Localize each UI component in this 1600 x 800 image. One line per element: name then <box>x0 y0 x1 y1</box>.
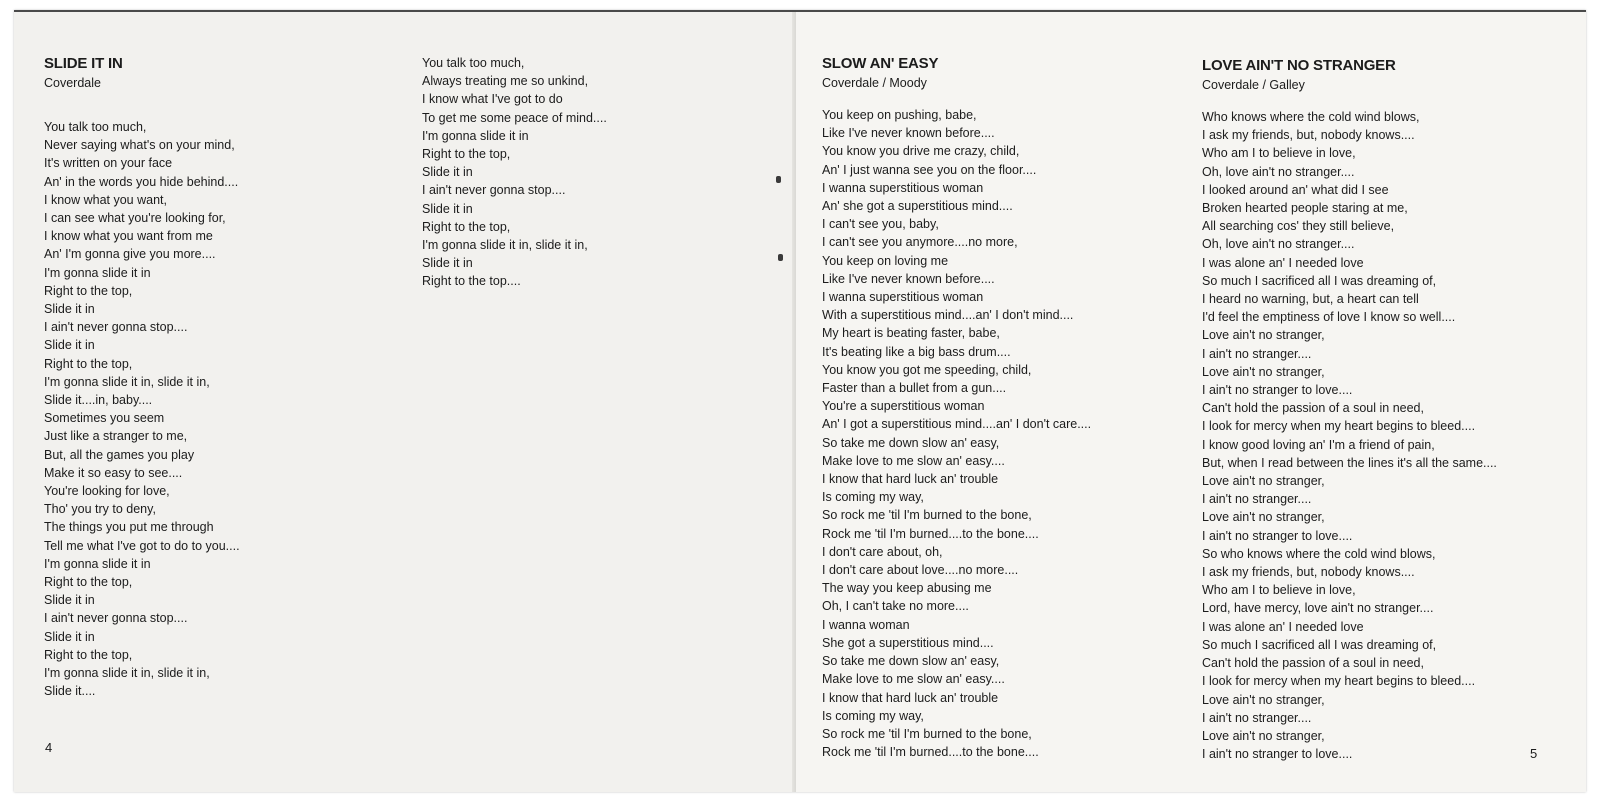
lyric-line: You keep on pushing, babe, <box>822 108 977 122</box>
lyric-line: I'm gonna slide it in, slide it in, <box>44 374 210 389</box>
lyric-line: But, when I read between the lines it's all the same.... <box>1202 455 1497 470</box>
lyric-line: Right to the top, <box>44 575 133 590</box>
lyric-line: I can't see you, baby, <box>822 217 939 232</box>
lyric-line: You know you drive me crazy, child, <box>822 144 1020 159</box>
lyric-line: I ain't never gonna stop.... <box>44 611 188 626</box>
lyric-line: Like I've never known before.... <box>822 271 995 286</box>
lyric-line: I ain't no stranger.... <box>1202 346 1312 361</box>
lyric-line: I don't care about, oh, <box>822 544 943 559</box>
lyric-line: The things you put me through <box>44 520 214 535</box>
lyric-line: Is coming my way, <box>822 708 924 723</box>
lyric-line: I look for mercy when my heart begins to bleed.... <box>1202 674 1476 689</box>
lyric-line: You're a superstitious woman <box>822 399 985 414</box>
lyric-line: Love ain't no stranger, <box>1202 728 1325 743</box>
lyric-line: An' in the words you hide behind.... <box>44 174 239 189</box>
lyric-line: Right to the top, <box>44 356 133 371</box>
lyric-line: Slide it in <box>44 629 95 644</box>
left-page <box>14 12 796 792</box>
lyric-line: Lord, have mercy, love ain't no stranger.... <box>1202 601 1434 616</box>
lyric-line: Slide it....in, baby.... <box>44 393 153 408</box>
lyric-line: I ask my friends, but, nobody knows.... <box>1202 128 1415 143</box>
song-title: SLOW AN' EASY <box>822 55 939 72</box>
lyric-line: I know that hard luck an' trouble <box>822 472 999 487</box>
lyric-line: Oh, love ain't no stranger.... <box>1202 164 1355 179</box>
lyric-line: You talk too much, <box>44 120 147 134</box>
lyric-line: I ain't never gonna stop.... <box>44 320 188 335</box>
lyric-line: I wanna superstitious woman <box>822 290 984 305</box>
lyric-line: All searching cos' they still believe, <box>1202 219 1395 234</box>
lyric-line: An' I just wanna see you on the floor.... <box>822 162 1037 177</box>
lyrics-list <box>1202 108 1497 763</box>
lyric-line: So rock me 'til I'm burned to the bone, <box>822 726 1032 741</box>
lyric-line: I know that hard luck an' trouble <box>822 690 999 705</box>
lyric-line: Like I've never known before.... <box>822 126 995 141</box>
lyric-line: Slide it in <box>422 201 473 216</box>
lyric-line: Rock me 'til I'm burned....to the bone.... <box>822 745 1039 760</box>
lyric-line: Who am I to believe in love, <box>1202 583 1356 598</box>
lyric-line: Make love to me slow an' easy.... <box>822 453 1005 468</box>
love-aint-no-stranger-column <box>1202 56 1497 763</box>
booklet-spread <box>14 10 1586 792</box>
lyric-line: So who knows where the cold wind blows, <box>1202 546 1436 561</box>
lyric-line: Right to the top, <box>422 219 511 234</box>
lyric-line: So take me down slow an' easy, <box>822 654 1000 669</box>
lyric-line: I'm gonna slide it in <box>44 556 151 571</box>
lyric-line: Love ain't no stranger, <box>1202 510 1325 525</box>
lyric-line: Faster than a bullet from a gun.... <box>822 381 1007 396</box>
lyric-line: I wanna superstitious woman <box>822 180 984 195</box>
lyric-line: Rock me 'til I'm burned....to the bone.... <box>822 526 1039 541</box>
lyric-line: I looked around an' what did I see <box>1202 182 1389 197</box>
lyric-line: I'm gonna slide it in <box>422 128 529 143</box>
lyric-line: Right to the top, <box>422 147 511 162</box>
lyric-line: I wanna woman <box>822 617 910 632</box>
lyric-line: Make love to me slow an' easy.... <box>822 672 1005 687</box>
lyric-line: I know good loving an' I'm a friend of pain, <box>1202 437 1435 452</box>
lyric-line: Sometimes you seem <box>44 411 165 426</box>
lyric-line: I look for mercy when my heart begins to bleed.... <box>1202 419 1476 434</box>
slide-it-in-column-1 <box>44 54 240 701</box>
lyric-line: Right to the top.... <box>422 274 521 289</box>
lyric-line: Tell me what I've got to do to you.... <box>44 538 240 553</box>
lyric-line: Slide it in <box>44 302 95 317</box>
lyric-line: Love ain't no stranger, <box>1202 364 1325 379</box>
lyric-line: Make it so easy to see.... <box>44 465 183 480</box>
lyric-line: My heart is beating faster, babe, <box>822 326 1000 341</box>
lyric-line: I ask my friends, but, nobody knows.... <box>1202 565 1415 580</box>
lyric-line: Can't hold the passion of a soul in need, <box>1202 401 1424 416</box>
lyric-line: You talk too much, <box>422 56 525 70</box>
song-credit: Coverdale / Galley <box>1202 78 1305 92</box>
lyric-line: Oh, love ain't no stranger.... <box>1202 237 1355 252</box>
lyric-line: Oh, I can't take no more.... <box>822 599 969 614</box>
lyric-line: Broken hearted people staring at me, <box>1202 201 1408 216</box>
lyric-line: Right to the top, <box>44 283 133 298</box>
slide-it-in-column-2 <box>422 54 607 291</box>
lyric-line: Who am I to believe in love, <box>1202 146 1356 161</box>
lyric-line: She got a superstitious mind.... <box>822 635 994 650</box>
song-credit: Coverdale <box>44 76 101 90</box>
lyric-line: Love ain't no stranger, <box>1202 474 1325 489</box>
lyric-line: So much I sacrificed all I was dreaming of, <box>1202 273 1437 288</box>
lyric-line: I ain't no stranger to love.... <box>1202 383 1353 398</box>
lyric-line: Right to the top, <box>44 647 133 662</box>
lyric-line: Tho' you try to deny, <box>44 502 156 517</box>
lyric-line: Who knows where the cold wind blows, <box>1202 110 1420 124</box>
lyric-line: I'm gonna slide it in <box>44 265 151 280</box>
lyric-line: So rock me 'til I'm burned to the bone, <box>822 508 1032 523</box>
lyric-line: Slide it in <box>44 593 95 608</box>
lyric-line: Slide it in <box>44 338 95 353</box>
lyric-line: I ain't no stranger.... <box>1202 492 1312 507</box>
lyric-line: You're looking for love, <box>44 484 170 499</box>
lyric-line: You keep on loving me <box>822 253 949 268</box>
lyric-line: I was alone an' I needed love <box>1202 255 1364 270</box>
song-credit: Coverdale / Moody <box>822 76 927 90</box>
lyric-line: I'd feel the emptiness of love I know so well.... <box>1202 310 1456 325</box>
lyric-line: I ain't no stranger.... <box>1202 710 1312 725</box>
lyric-line: I'm gonna slide it in, slide it in, <box>422 238 588 253</box>
lyric-line: Always treating me so unkind, <box>422 74 589 89</box>
lyric-line: Love ain't no stranger, <box>1202 692 1325 707</box>
lyric-line: Slide it.... <box>44 684 96 699</box>
slow-an-easy-column <box>822 54 1091 761</box>
lyrics-list <box>44 118 240 701</box>
page-number: 4 <box>45 740 53 755</box>
lyrics-list <box>422 54 607 291</box>
lyric-line: Slide it in <box>422 165 473 180</box>
staple-mark <box>776 176 781 183</box>
staple-mark <box>778 254 783 261</box>
lyric-line: With a superstitious mind....an' I don't mind.... <box>822 308 1074 323</box>
lyric-line: I was alone an' I needed love <box>1202 619 1364 634</box>
lyric-line: I'm gonna slide it in, slide it in, <box>44 666 210 681</box>
lyric-line: The way you keep abusing me <box>822 581 992 596</box>
lyric-line: An' I'm gonna give you more.... <box>44 247 216 262</box>
lyric-line: You know you got me speeding, child, <box>822 362 1032 377</box>
lyric-line: Love ain't no stranger, <box>1202 328 1325 343</box>
lyric-line: I know what I've got to do <box>422 92 563 107</box>
lyric-line: I ain't no stranger to love.... <box>1202 747 1353 762</box>
lyric-line: So much I sacrificed all I was dreaming of, <box>1202 637 1437 652</box>
lyric-line: An' she got a superstitious mind.... <box>822 199 1013 214</box>
lyric-line: An' I got a superstitious mind....an' I don't care.... <box>822 417 1092 432</box>
lyric-line: I know what you want, <box>44 192 167 207</box>
lyric-line: Is coming my way, <box>822 490 924 505</box>
lyric-line: I heard no warning, but, a heart can tell <box>1202 292 1419 307</box>
lyric-line: I ain't never gonna stop.... <box>422 183 566 198</box>
song-title: SLIDE IT IN <box>44 55 123 72</box>
lyric-line: Never saying what's on your mind, <box>44 138 235 153</box>
lyric-line: Slide it in <box>422 256 473 271</box>
page-number: 5 <box>1530 746 1538 761</box>
lyric-line: I ain't no stranger to love.... <box>1202 528 1353 543</box>
lyric-line: But, all the games you play <box>44 447 195 462</box>
lyric-line: I can see what you're looking for, <box>44 211 226 226</box>
lyric-line: To get me some peace of mind.... <box>422 110 607 125</box>
lyrics-list <box>822 106 1091 761</box>
lyric-line: Just like a stranger to me, <box>44 429 188 444</box>
lyric-line: I can't see you anymore....no more, <box>822 235 1018 250</box>
lyric-line: It's written on your face <box>44 156 173 171</box>
song-title: LOVE AIN'T NO STRANGER <box>1202 57 1396 74</box>
lyric-line: I don't care about love....no more.... <box>822 563 1019 578</box>
lyric-line: It's beating like a big bass drum.... <box>822 344 1011 359</box>
lyric-line: So take me down slow an' easy, <box>822 435 1000 450</box>
lyric-line: Can't hold the passion of a soul in need, <box>1202 656 1424 671</box>
lyric-line: I know what you want from me <box>44 229 213 244</box>
right-page <box>796 12 1586 792</box>
